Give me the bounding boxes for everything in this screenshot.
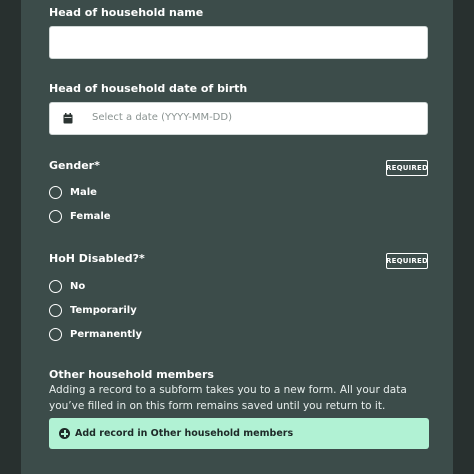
add-household-member-label: Add record in Other household members	[75, 428, 294, 439]
other-members-title: Other household members	[49, 368, 214, 381]
hoh-disabled-option-label: Permanently	[70, 329, 142, 340]
hoh-dob-label: Head of household date of birth	[49, 82, 248, 95]
radio-button[interactable]	[49, 210, 62, 223]
hoh-dob-placeholder: Select a date (YYYY-MM-DD)	[92, 112, 232, 123]
plus-circle-icon	[59, 428, 70, 439]
gender-label: Gender*	[49, 159, 100, 172]
gender-required-badge: REQUIRED	[386, 160, 428, 176]
add-household-member-button[interactable]	[49, 418, 429, 449]
hoh-disabled-option-temporarily[interactable]	[49, 304, 137, 317]
other-members-description: Adding a record to a subform takes you to a new form. All your data you’ve filled in on this form remains saved until you return to it.	[49, 384, 407, 412]
gender-option-label: Female	[70, 211, 111, 222]
hoh-disabled-label: HoH Disabled?*	[49, 252, 145, 265]
radio-button[interactable]	[49, 304, 62, 317]
hoh-disabled-option-label: No	[70, 281, 86, 292]
radio-button[interactable]	[49, 186, 62, 199]
gender-option-female[interactable]	[49, 210, 111, 223]
hoh-name-label: Head of household name	[49, 6, 204, 19]
hoh-disabled-option-no[interactable]	[49, 280, 85, 293]
calendar-icon	[63, 113, 73, 124]
hoh-name-input[interactable]	[49, 26, 428, 59]
radio-button[interactable]	[49, 328, 62, 341]
hoh-disabled-required-badge: REQUIRED	[386, 253, 428, 269]
hoh-disabled-option-label: Temporarily	[70, 305, 137, 316]
hoh-disabled-option-permanently[interactable]	[49, 328, 142, 341]
gender-option-label: Male	[70, 187, 97, 198]
gender-option-male[interactable]	[49, 186, 97, 199]
radio-button[interactable]	[49, 280, 62, 293]
hoh-dob-input[interactable]	[49, 102, 428, 135]
